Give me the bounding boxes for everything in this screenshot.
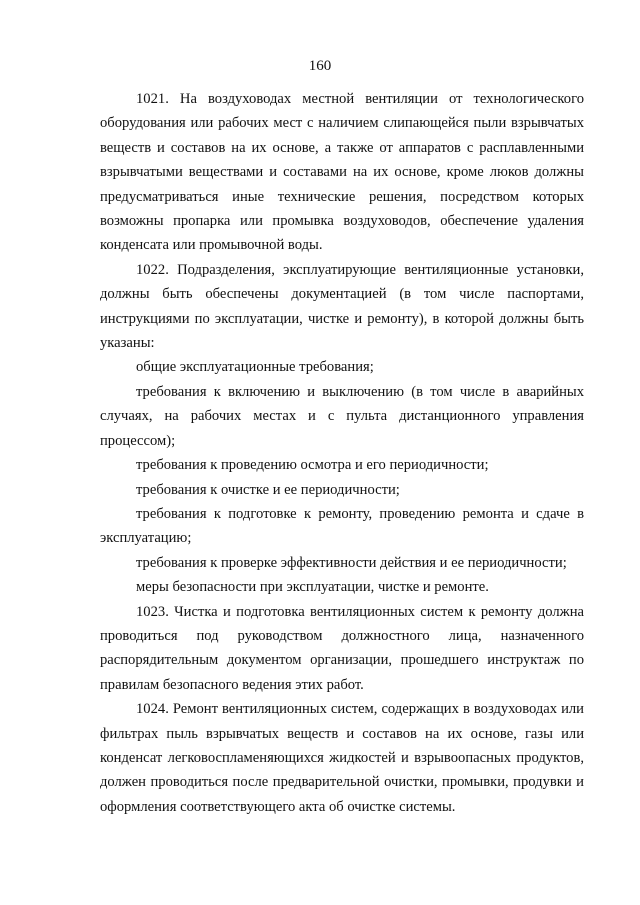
list-item-inspection-requirements: требования к проведению осмотра и его периодичности; xyxy=(136,457,489,474)
page-number: 160 xyxy=(308,58,332,74)
list-item-cleaning-requirements: требования к очистке и ее периодичности; xyxy=(136,481,400,498)
paragraph-1024: 1024. Ремонт вентиляционных систем, содержащих в воздуховодах или фильтрах пыль взрывчатых веществ и составов на их основе, газы или конденсат легковоспламеняющихся жидкостей и взрывоопасных продуктов, должен проводиться после предварительной очистки, промывки, продувки и оформления соответствующего акта об очистке системы. xyxy=(100,701,584,815)
list-item-safety-measures: меры безопасности при эксплуатации, чистке и ремонте. xyxy=(136,579,489,596)
page-body xyxy=(100,87,584,819)
paragraph-1022: 1022. Подразделения, эксплуатирующие вентиляционные установки, должны быть обеспечены документацией (в том числе паспортами, инструкциями по эксплуатации, чистке и ремонту), в которой должны быть указаны: xyxy=(100,261,584,352)
list-item-general-requirements: общие эксплуатационные требования; xyxy=(136,359,374,376)
list-item-switching-requirements: требования к включению и выключению (в том числе в аварийных случаях, на рабочих местах и с пульта дистанционного управления процессом); xyxy=(100,383,584,449)
paragraph-1023: 1023. Чистка и подготовка вентиляционных систем к ремонту должна проводиться под руководством должностного лица, назначенного распорядительным документом организации, прошедшего инструктаж по правилам безопасного ведения этих работ. xyxy=(100,603,584,693)
list-item-repair-requirements: требования к подготовке к ремонту, проведению ремонта и сдаче в эксплуатацию; xyxy=(100,505,584,547)
list-item-efficiency-check-requirements: требования к проверке эффективности действия и ее периодичности; xyxy=(136,554,567,571)
paragraph-1021: 1021. На воздуховодах местной вентиляции от технологического оборудования или рабочих мест с наличием слипающейся пыли взрывчатых веществ и составов на их основе, а также от аппаратов с расплавленными взрывчатыми веществами и составами на их основе, кроме люков должны предусматриваться иные технические решения, посредством которых возможны пропарка или промывка воздуховодов, обеспечение удаления конденсата или промывочной воды. xyxy=(100,91,584,254)
